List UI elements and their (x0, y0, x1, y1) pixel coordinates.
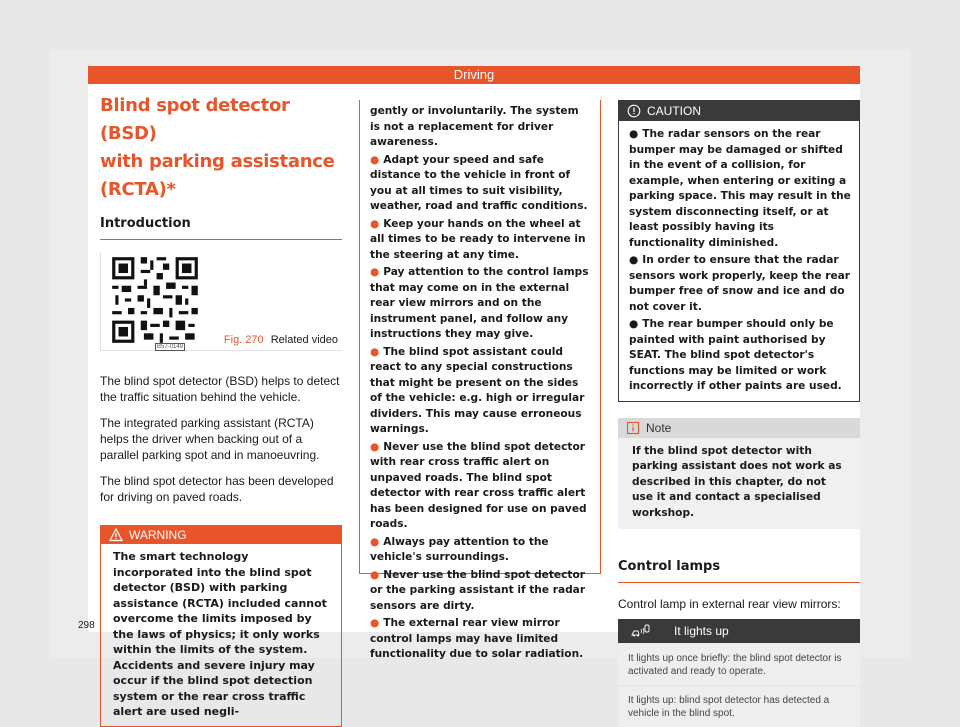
warning-continuation (359, 100, 601, 660)
title-line-3: (RCTA)* (100, 179, 176, 200)
column-3 (618, 92, 860, 727)
bullet-icon: ● (629, 318, 639, 330)
note-info-icon (626, 421, 640, 435)
note-text: If the blind spot detector with parking assistant does not work as described in this chapter, do not use it and contact a specialised workshop. (632, 444, 842, 519)
caution-label: CAUTION (647, 104, 701, 118)
bullet-icon: ● (370, 617, 380, 629)
blind-spot-lamp-icon (630, 623, 650, 639)
qr-code-icon[interactable] (109, 254, 201, 346)
warning-continuation-intro: gently or involuntarily. The system is not a replacement for driver awareness. (370, 105, 579, 148)
paragraph: The blind spot detector (BSD) helps to detect the traffic situation behind the vehicle. (100, 374, 340, 404)
list-item: ● The external rear view mirror control lamps may have limited functionality due to solar radiation. (370, 617, 584, 660)
list-item: ● In order to ensure that the radar sensors work properly, keep the rear bumper free of snow and ice and do not cover it. (629, 254, 851, 313)
note-label: Note (646, 420, 672, 435)
bullet-icon: ● (629, 254, 639, 266)
warning-label: WARNING (129, 528, 187, 542)
list-item: ● The rear bumper should only be painted with paint authorised by SEAT. The blind spot detector's functions may be limited or work incorrectly if other paints are used. (629, 318, 842, 392)
table-row: It lights up once briefly: the blind spot detector is activated and ready to operate. (618, 645, 860, 685)
lamp-table-header (618, 619, 860, 643)
list-item: ● Keep your hands on the wheel at all times to be ready to intervene in the steering at any time. (370, 217, 586, 261)
bullet-icon: ● (370, 217, 380, 230)
sub-heading: Control lamp in external rear view mirrors: (618, 597, 841, 611)
section-header: Driving (88, 66, 860, 84)
list-item: ● Never use the blind spot detector or the parking assistant if the radar sensors are dirty. (370, 568, 586, 612)
caution-body (619, 121, 859, 401)
list-item: ● The blind spot assistant could react to any special constructions that might be present on the sides of the vehicle: e.g. high or irregular dividers. This may cause erroneous warnings. (370, 345, 585, 435)
lamp-table (618, 619, 860, 727)
figure-caption-text: Related video (270, 334, 338, 346)
note-header (618, 418, 860, 438)
bullet-icon: ● (370, 153, 380, 166)
note-box (618, 418, 860, 530)
bullet-icon: ● (370, 535, 380, 548)
paragraph: The blind spot detector has been developed for driving on paved roads. (100, 474, 334, 504)
warning-bullet-list (370, 153, 592, 663)
figure (100, 252, 342, 351)
bullet-icon: ● (370, 440, 380, 453)
figure-number: Fig. 270 (223, 334, 264, 346)
list-item: ● Adapt your speed and safe distance to the vehicle in front of you at all times to suit visibility, weather, road and traffic conditions. (370, 153, 588, 212)
section-title: Control lamps (618, 559, 860, 583)
column-1 (100, 92, 342, 727)
subsection-title: Introduction (100, 216, 342, 240)
figure-code: B57-0149 (157, 344, 184, 350)
list-item: ● The radar sensors on the rear bumper may be damaged or shifted in the event of a collision, for example, when entering or exiting a parking space. This may result in the system disconnecting itself, or at least possibly having its functionality diminished. (629, 128, 851, 249)
lamp-table-header-text: It lights up (674, 624, 729, 638)
caution-box (618, 100, 860, 402)
warning-box (100, 525, 342, 727)
list-item: ● Always pay attention to the vehicle's surroundings. (370, 535, 549, 563)
paragraph: The integrated parking assistant (RCTA) helps the driver when backing out of a parallel parking spot and in manoeuvring. (100, 416, 320, 462)
caution-header (619, 101, 859, 121)
bullet-icon: ● (370, 345, 380, 358)
bullet-icon: ● (629, 128, 639, 140)
title-line-2: with parking assistance (100, 151, 335, 172)
bullet-icon: ● (370, 266, 380, 278)
list-item: ● Pay attention to the control lamps that may come on in the external rear view mirrors and on the instrument panel, and follow any instructions they may give. (370, 266, 589, 340)
figure-caption (224, 334, 338, 346)
warning-triangle-icon (109, 528, 123, 542)
page-number: 298 (78, 620, 95, 631)
table-row: It lights up: blind spot detector has detected a vehicle in the blind spot. (618, 687, 860, 727)
info-circle-icon (627, 104, 641, 118)
list-item: ● Never use the blind spot detector with rear cross traffic alert on unpaved roads. The blind spot detector with rear cross traffic alert has been designed for use on paved roads. (370, 440, 587, 530)
warning-text: The smart technology incorporated into the blind spot detector (BSD) with parking assistance (RCTA) included cannot overcome the limits imposed by the laws of physics; it only works within the limits of the system. Accidents and severe injury may occur if the blind spot detection system or the rear cross traffic alert are used negli- (113, 550, 327, 718)
caution-bullet-list (629, 127, 851, 395)
page-title (100, 92, 342, 204)
title-line-1: Blind spot detector (BSD) (100, 95, 290, 144)
column-2 (359, 92, 601, 660)
bullet-icon: ● (370, 568, 380, 581)
warning-header (101, 526, 341, 544)
